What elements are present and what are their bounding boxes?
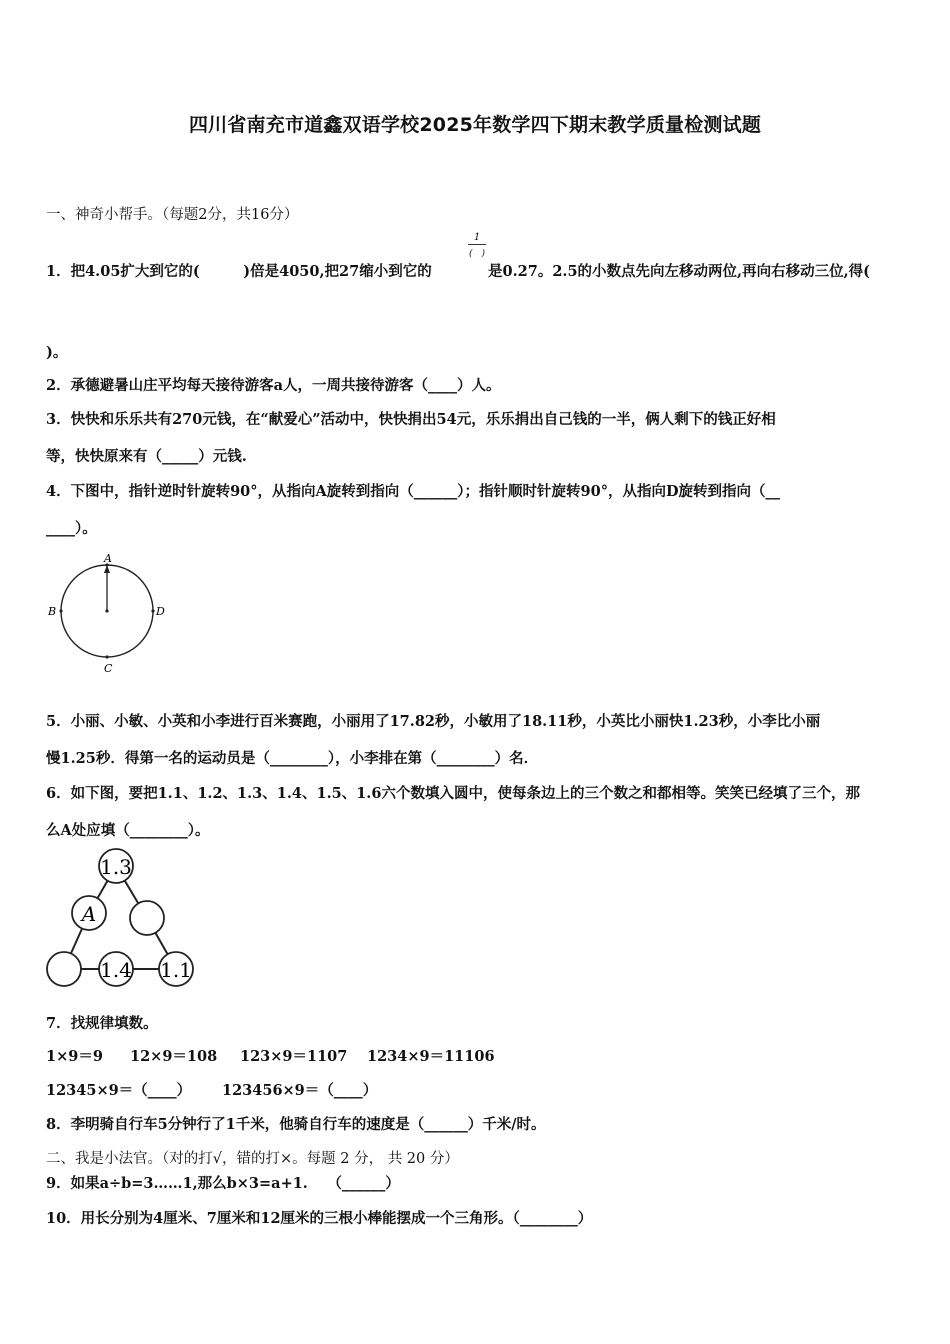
fraction-one-over-blank [466,232,488,259]
question-9: 9．如果a÷b=3……1,那么b×3=a+1. （______） [46,1175,400,1192]
question-4-line2: ____）。 [46,520,97,537]
label-d: D [156,605,165,618]
pattern-item: 1×9＝9 [46,1048,103,1065]
triangle-circles-diagram [44,846,196,988]
question-6-line2: 么A处应填（________）。 [46,822,210,839]
question-8: 8．李明骑自行车5分钟行了1千米，他骑自行车的速度是（______）千米/时。 [46,1116,546,1133]
question-6-line1: 6．如下图，要把1.1、1.2、1.3、1.4、1.5、1.6六个数填入圆中，使每条边上的三个数之和都相等。笑笑已经填了三个，那 [46,785,860,802]
pattern-blank: 12345×9＝（____） [46,1082,192,1099]
question-1-part3: )。 [46,344,68,361]
section-2-heading: 二、我是小法官。（对的打√，错的打×。每题 2 分， 共 20 分） [46,1151,459,1167]
point-c-dot [105,655,108,658]
question-4-line1: 4．下图中，指针逆时针旋转90°，从指向A旋转到指向（______）；指针顺时针旋转90°，从指向D旋转到指向（__ [46,483,781,500]
center-dot [105,609,108,612]
pattern-item: 12×9＝108 [130,1048,218,1065]
question-5-line2: 慢1.25秒．得第一名的运动员是（________），小李排在第（________）名． [46,750,539,767]
label-a: A [104,552,112,565]
question-10: 10．用长分别为4厘米、7厘米和12厘米的三根小棒能摆成一个三角形。（________） [46,1210,593,1227]
clock-pointer-diagram [44,550,174,678]
point-b-dot [59,609,62,612]
circle-a-label: A [81,902,97,926]
question-5-line1: 5．小丽、小敏、小英和小李进行百米赛跑，小丽用了17.82秒，小敏用了18.11秒，小英比小丽快1.23秒，小李比小丽 [46,713,821,730]
question-1-part2: 是0.27。2.5的小数点先向左移动两位,再向右移动三位,得( [488,263,870,280]
question-3-line2: 等，快快原来有（_____）元钱. [46,448,247,465]
page-title: 四川省南充市道鑫双语学校2025年数学四下期末教学质量检测试题 [188,114,762,136]
question-3-line1: 3．快快和乐乐共有270元钱，在“献爱心”活动中，快快捐出54元，乐乐捐出自己钱的一半，俩人剩下的钱正好相 [46,411,776,428]
circle-right-mid [130,901,164,935]
fraction-numerator: 1 [473,232,481,243]
question-2: 2．承德避暑山庄平均每天接待游客a人，一周共接待游客（____）人。 [46,377,501,394]
circle-top-value: 1.3 [100,855,132,879]
circle-bottom-mid-value: 1.4 [100,958,132,982]
section-1-heading: 一、神奇小帮手。（每题2分，共16分） [46,207,299,223]
question-7-title: 7．找规律填数。 [46,1015,158,1032]
pattern-item: 123×9＝1107 [240,1048,348,1065]
pattern-item: 1234×9＝11106 [367,1048,495,1065]
point-d-dot [151,609,154,612]
circle-bottom-right-value: 1.1 [160,958,192,982]
pattern-blank: 123456×9＝（____） [222,1082,378,1099]
label-b: B [48,605,57,618]
fraction-denominator: ( ) [468,249,486,259]
question-1-part1: 1．把4.05扩大到它的( )倍是4050,把27缩小到它的 [46,263,432,280]
circle-bottom-left [47,952,81,986]
label-c: C [104,662,113,675]
